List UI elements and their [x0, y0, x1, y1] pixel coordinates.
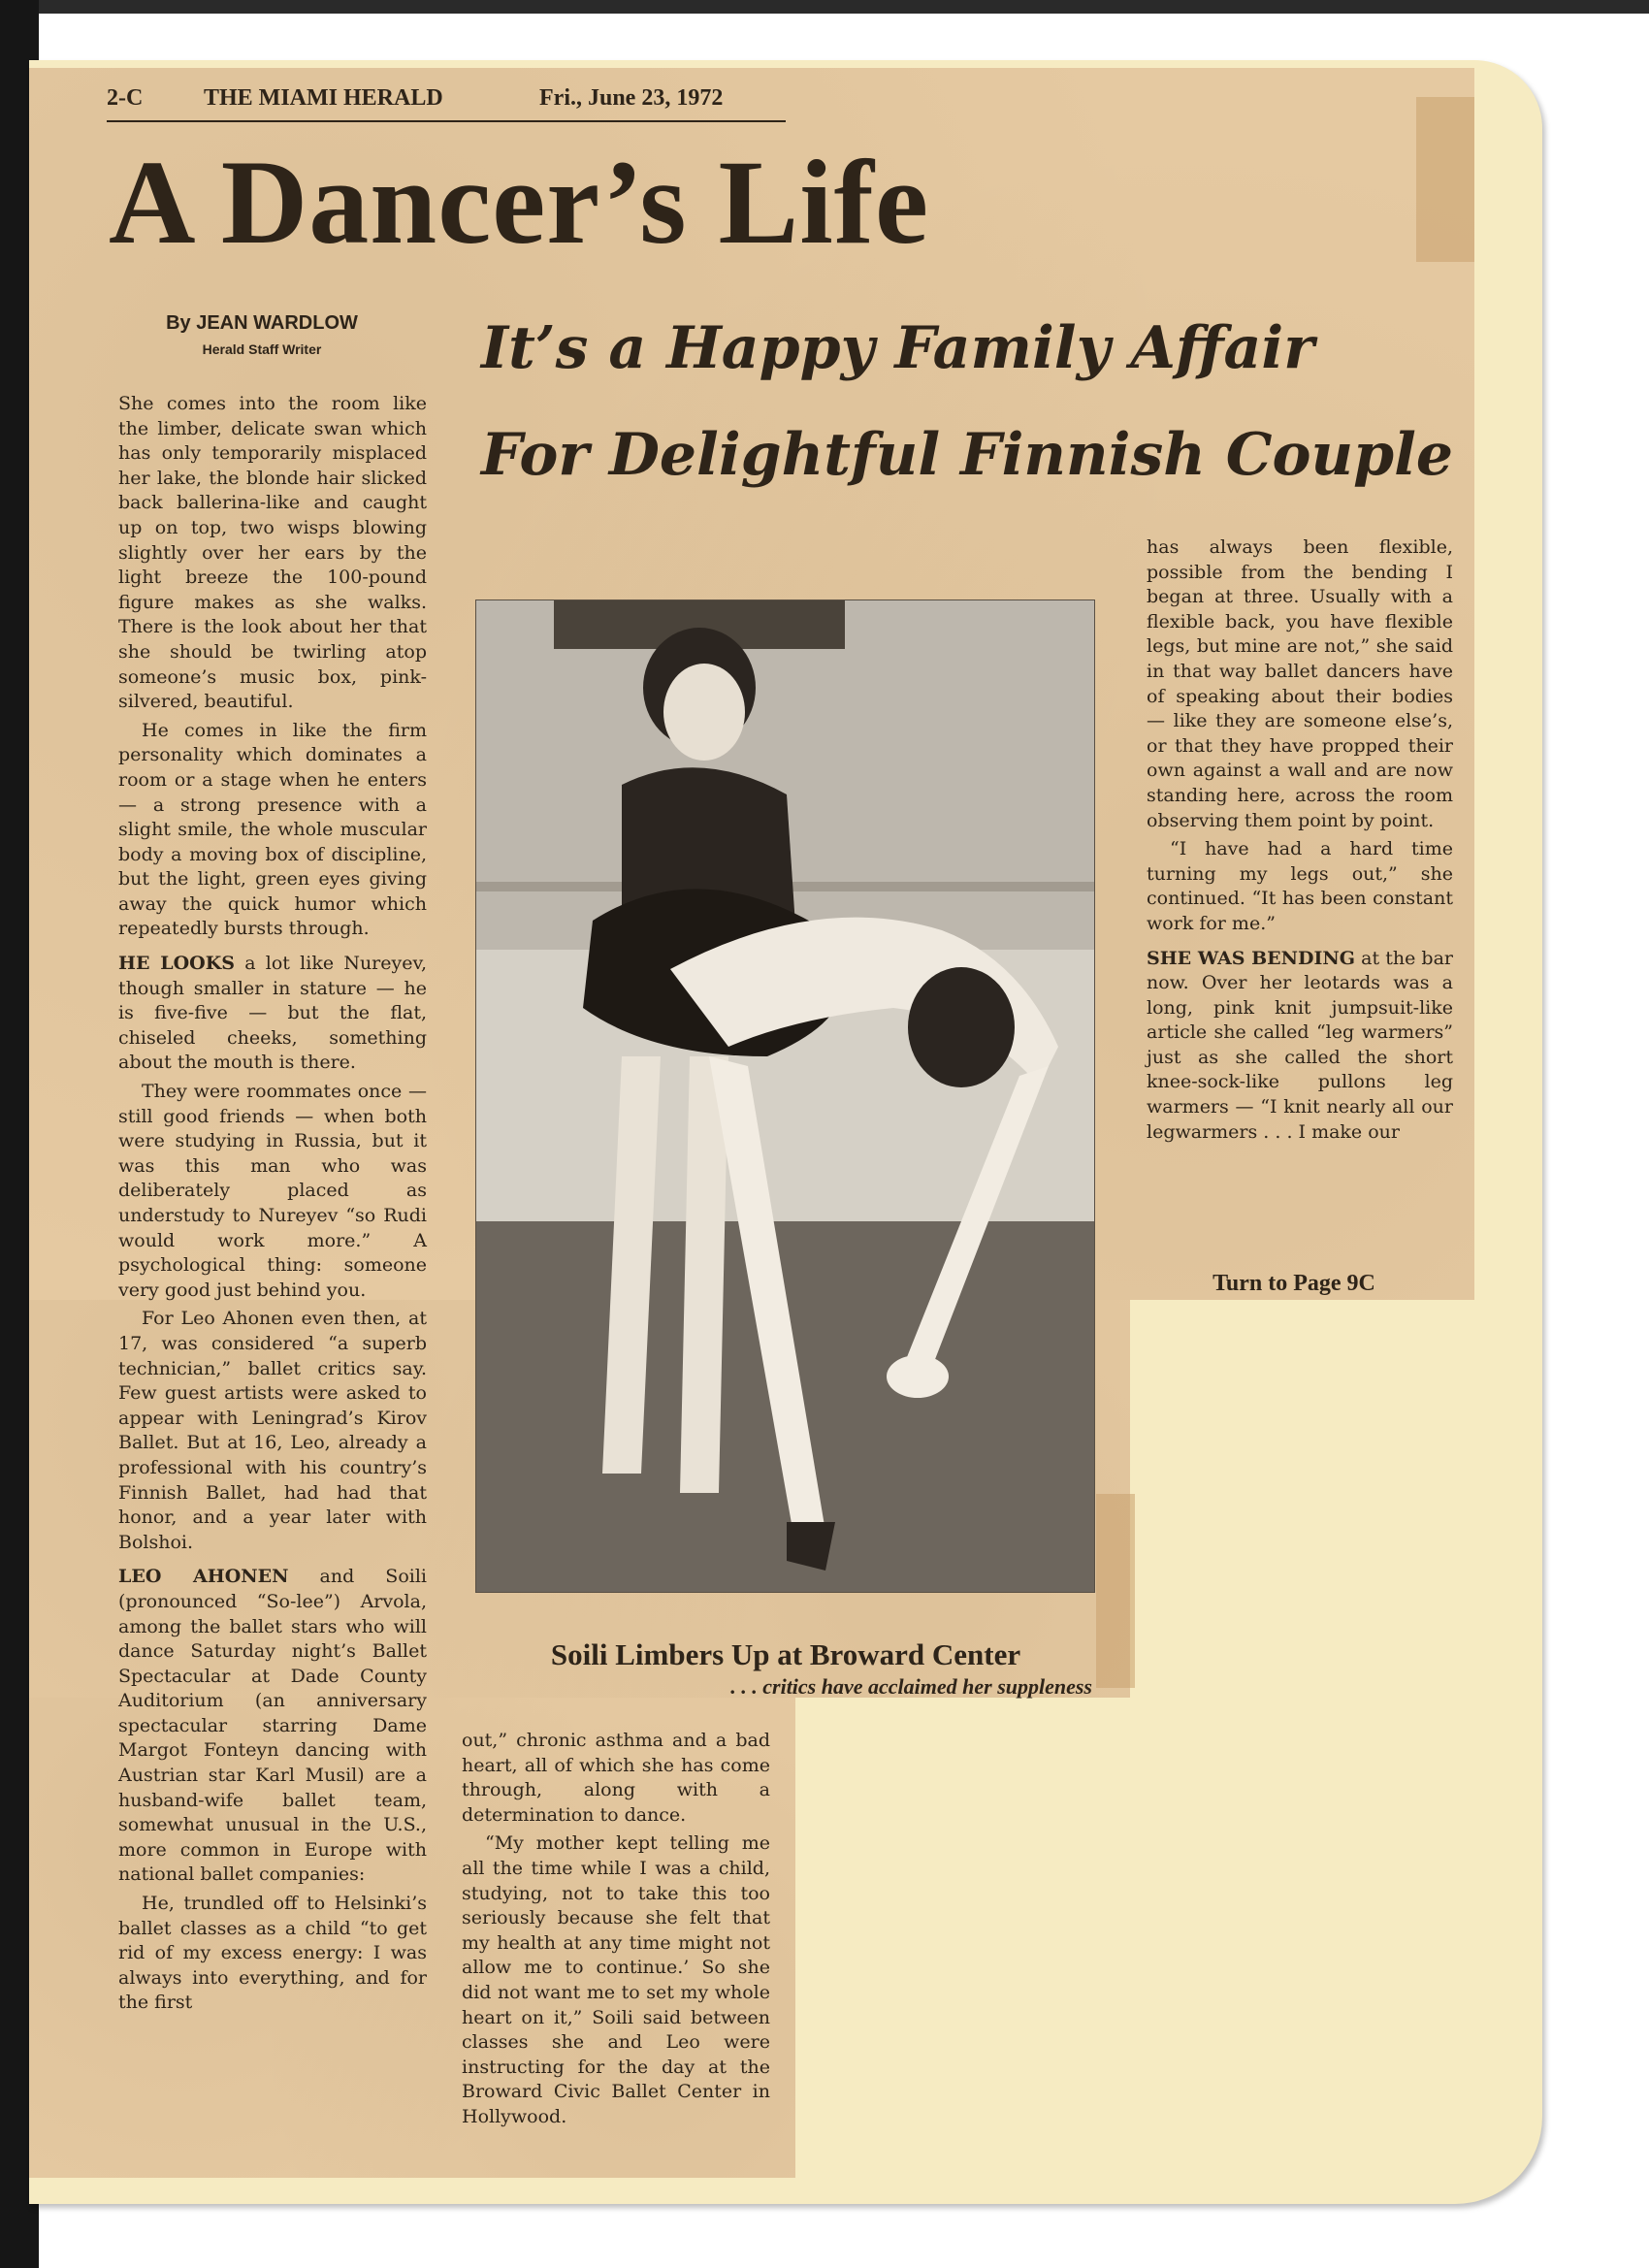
paragraph: She comes into the room like the limber, delicate swan which has only temporarily misplaced her lake, the blonde hair slicked back ballerina-like and caught up on top, two wisps blowing slightly over her ears by the light breeze the 100-pound figure makes as she walks. There is the look about her that she should be twirling atop someone’s music box, pink-silvered, beautiful.	[118, 393, 427, 713]
paragraph: “My mother kept telling me all the time while I was a child, studying, not to take this too seriously because she felt that my health at any time might not allow me to continue.’ So she did not want me to set my whole heart on it,” Soili said between classes she and Leo were instructing for the day at the Broward Civic Ballet Center in Hollywood.	[462, 1832, 770, 2127]
header-rule	[107, 120, 786, 122]
paragraph-text: and Soili (pronounced “So-lee”) Arvola, among the ballet stars who will dance Saturday night’s Ballet Spectacular at Dade County Auditorium (an anniversary spectacular starring Dame Margot Fonteyn dancing with Austrian star Karl Musil) are a husband-wife ballet team, somewhat unusual in the U.S., more common in Europe with national ballet companies:	[118, 1566, 427, 1886]
paragraph	[118, 952, 427, 1076]
article-photo	[475, 599, 1095, 1593]
paragraph: out,” chronic asthma and a bad heart, all of which she has come through, along with a determination to dance.	[462, 1730, 770, 1826]
paragraph: For Leo Ahonen even then, at 17, was considered “a superb technician,” ballet critics say. Few guest artists were asked to appear with Leningrad’s Kirov Ballet. But at 16, Leo, already a professional with his country’s Finnish Ballet, had had that honor, and a year later with Bolshoi.	[118, 1308, 427, 1553]
dancers-photo-illustration	[476, 600, 1094, 1592]
byline-role: Herald Staff Writer	[202, 341, 322, 357]
paragraph: They were roommates once — still good friends — when both were studying in Russia, but it was this man who was deliberately placed as understudy to Nureyev “so Rudi would work more.” A psychological thing: someone very good just behind you.	[118, 1081, 427, 1301]
subhead-line2: For Delightful Finnish Couple	[481, 421, 1454, 489]
headline: A Dancer’s Life	[109, 136, 930, 269]
photo-caption: Soili Limbers Up at Broward Center	[550, 1637, 1021, 1671]
paragraph	[1147, 947, 1453, 1146]
paragraph-text: at the bar now. Over her leotards was a long, pink knit jumpsuit-like article she called “leg warmers” just as she called the short knee-sock-like pullons leg warmers — “I knit nearly all our legwarmers . . . I make our	[1147, 947, 1453, 1143]
subhead-line1: It’s a Happy Family Affair	[481, 314, 1314, 382]
lead-in: SHE WAS BENDING	[1147, 947, 1355, 969]
lead-in: LEO AHONEN	[118, 1566, 289, 1588]
tape-strip	[1096, 1494, 1135, 1688]
paragraph: He, trundled off to Helsinki’s ballet classes as a child “to get rid of my excess energy: I was always into everything, and for the first	[118, 1893, 427, 2014]
article-column-3	[1147, 535, 1453, 1149]
page-number: 2-C	[107, 85, 144, 111]
paragraph	[118, 1565, 427, 1888]
continuation-note: Turn to Page 9C	[1212, 1271, 1375, 1296]
photo-subcaption: . . . critics have acclaimed her suppleness	[730, 1674, 1092, 1699]
article-column-2	[462, 1729, 770, 2134]
newspaper-name: THE MIAMI HERALD	[204, 85, 443, 111]
paragraph-text: a lot like Nureyev, though smaller in stature — he is five-five — but the flat, chiseled cheeks, something about the mouth is there.	[118, 953, 427, 1074]
paragraph: has always been flexible, possible from the bending I began at three. Usually with a flexible back, you have flexible legs, but mine are not,” she said in that way ballet dancers have of speaking about their bodies — like they are someone else’s, or that they have propped their own against a wall and are now standing here, across the room observing them point by point.	[1147, 536, 1453, 831]
issue-date: Fri., June 23, 1972	[539, 85, 724, 111]
tape-strip	[1416, 97, 1474, 262]
paragraph: “I have had a hard time turning my legs out,” she continued. “It has been constant work for me.”	[1147, 838, 1453, 934]
article-column-1	[118, 392, 427, 2020]
lead-in: HE LOOKS	[118, 953, 235, 975]
scanner-shadow	[39, 0, 1649, 14]
paragraph: He comes in like the firm personality which dominates a room or a stage when he enters — a strong presence with a slight smile, the whole muscular body a moving box of discipline, but the light, green eyes giving away the quick humor which repeatedly bursts through.	[118, 719, 427, 940]
byline-author: By JEAN WARDLOW	[166, 312, 358, 334]
